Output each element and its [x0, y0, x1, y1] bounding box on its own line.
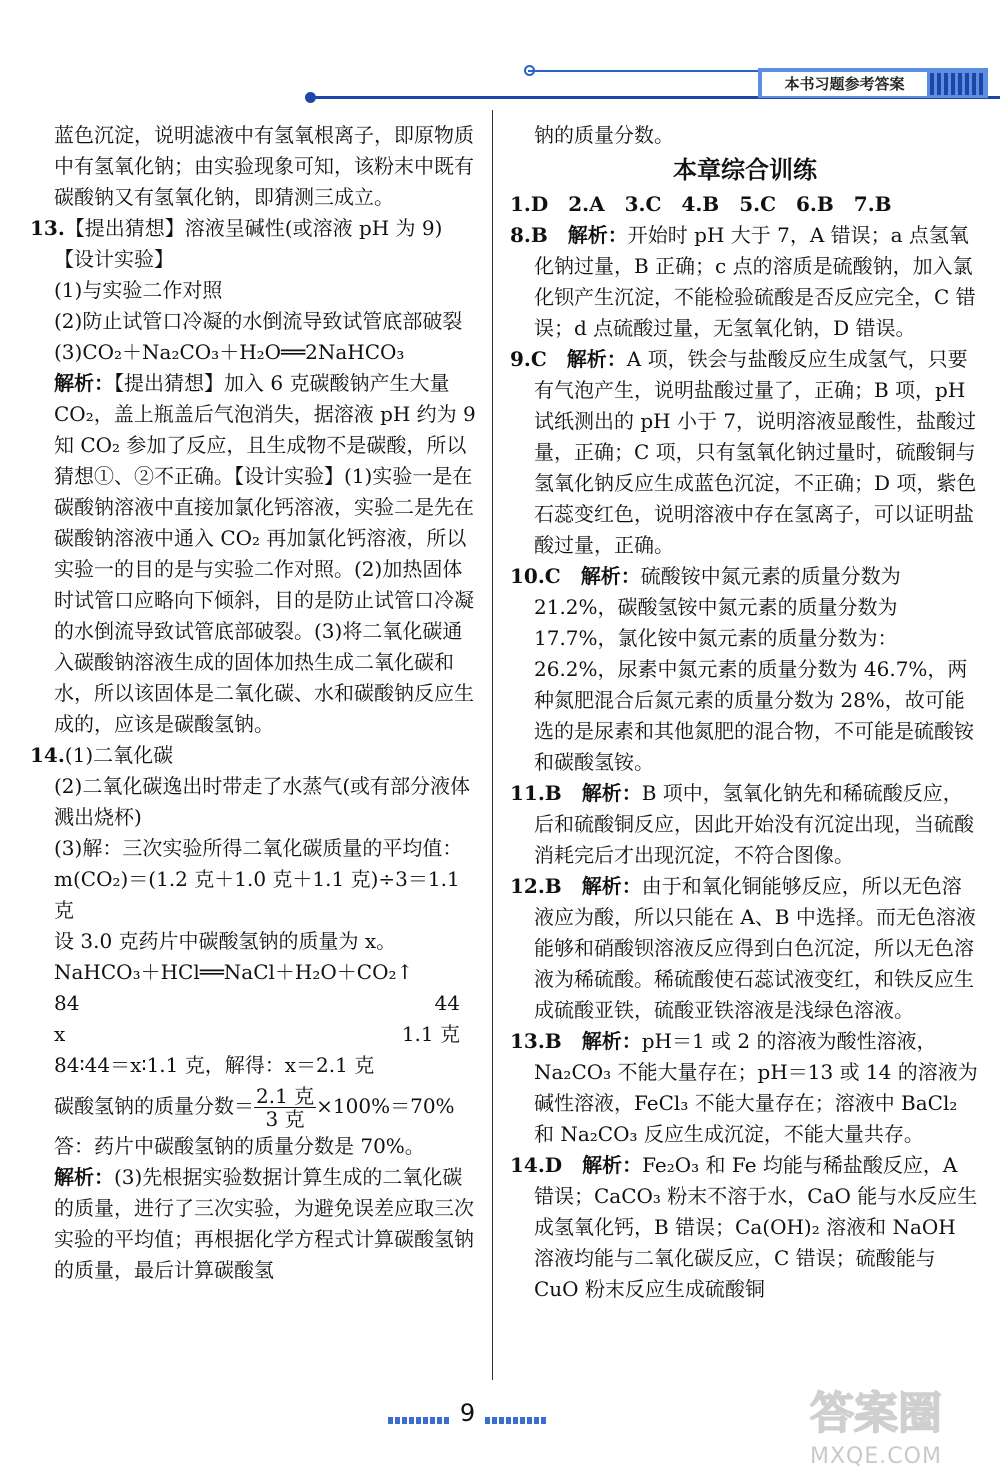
q14-number: 14. — [30, 743, 65, 767]
q13-step-3: (3)CO₂＋Na₂CO₃＋H₂O══2NaHCO₃ — [54, 340, 405, 364]
answer-14-text: Fe₂O₃ 和 Fe 均能与稀盐酸反应，A 错误；CaCO₃ 粉末不溶于水，CaO 能与水反应生成氢氧化钙，B 错误；Ca(OH)₂ 溶液和 NaOH 溶液均能与二氧化碳反应，C 错误；硫酸能与 CuO 粉末反应生成硫酸铜 — [534, 1153, 978, 1301]
answer-10 — [510, 561, 980, 778]
header-upper-line — [528, 70, 758, 72]
watermark-glyph: 答案圈 — [810, 1388, 942, 1439]
answer-12-number: 12.B — [510, 874, 562, 898]
q14-heading — [30, 740, 480, 771]
q14-analysis-text: (3)先根据实验数据计算生成的二氧化碳的质量，进行了三次实验，为避免误差应取三次实验的平均值；再根据化学方程式计算碳酸氢钠的质量，最后计算碳酸氢 — [54, 1165, 474, 1282]
answer-14 — [510, 1150, 980, 1305]
answer-8-text: 开始时 pH 大于 7，A 错误；a 点氢氧化钠过量，B 正确；c 点的溶质是硫酸钠，加入氯化钡产生沉淀，不能检验硫酸是否反应完全，C 错误；d 点硫酸过量，无氢氧化钠，D 错误。 — [534, 223, 976, 340]
q14-analysis-label: 解析： — [54, 1165, 114, 1189]
answer-11-label: 解析： — [581, 781, 642, 805]
q14-fraction-line — [30, 1081, 480, 1131]
answer-14-number: 14.D — [510, 1153, 563, 1177]
answer-12-label: 解析： — [581, 874, 642, 898]
q14-fraction-numerator: 2.1 克 — [256, 1084, 315, 1108]
answer-8 — [510, 220, 980, 344]
q14-step-3: (3)解：三次实验所得二氧化碳质量的平均值： — [54, 836, 463, 860]
watermark-text: MXQE.COM — [810, 1444, 942, 1469]
q14-known-g: 1.1 克 — [401, 1022, 460, 1046]
q14-analysis — [30, 1162, 480, 1286]
q14-unknown-x: x — [54, 1022, 66, 1046]
q14-mass-nahco3: 84 — [54, 991, 80, 1015]
q13-heading — [30, 213, 480, 244]
q14-equation: NaHCO₃＋HCl══NaCl＋H₂O＋CO₂↑ — [54, 960, 414, 984]
q13-step-1: (1)与实验二作对照 — [54, 278, 223, 302]
left-column — [30, 120, 480, 1286]
q13-analysis — [30, 368, 480, 740]
answer-9-number: 9.C — [510, 347, 547, 371]
q14-answer: 答：药片中碳酸氢钠的质量分数是 70%。 — [54, 1134, 425, 1158]
answer-10-text: 硫酸铵中氮元素的质量分数为 21.2%，碳酸氢铵中氮元素的质量分数为 17.7%，氯化铵中氮元素的质量分数为：26.2%，尿素中氮元素的质量分数为 46.7%，两种氮肥混合后氮元素的质量分数为 28%，故可能选的是尿素和其他氮肥的混合物，不可能是硫酸铵和碳酸氢铵。 — [534, 564, 974, 774]
q14-unknown-row — [30, 1019, 480, 1050]
q14-fraction-suffix: ×100%＝70% — [316, 1094, 455, 1118]
answer-11 — [510, 778, 980, 871]
answer-11-number: 11.B — [510, 781, 562, 805]
answer-9-text: A 项，铁会与盐酸反应生成氢气，只要有气泡产生，说明盐酸过量了，正确；B 项，pH 试纸测出的 pH 小于 7，说明溶液显酸性，盐酸过量，正确；C 项，只有氢氧化钠过量时，硫酸铜与氢氧化钠反应生成蓝色沉淀，不正确；D 项，紫色石蕊变红色，说明溶液中存在氢离子，可以证明盐酸过量，正确。 — [534, 347, 977, 557]
answer-11-text: B 项中，氢氧化钠先和稀硫酸反应，后和硫酸铜反应，因此开始没有沉淀出现，当硫酸消耗完后才出现沉淀，不符合图像。 — [534, 781, 974, 867]
answer-13-label: 解析： — [581, 1029, 642, 1053]
page-header — [0, 0, 1000, 110]
answer-10-number: 10.C — [510, 564, 561, 588]
q14-fraction-prefix: 碳酸氢钠的质量分数＝ — [54, 1094, 254, 1118]
q14-mass-co2: 44 — [434, 991, 460, 1015]
q14-mass-row — [30, 988, 480, 1019]
q14-fraction-denominator: 3 克 — [265, 1107, 305, 1131]
q14-average: m(CO₂)＝(1.2 克＋1.0 克＋1.1 克)÷3＝1.1 克 — [54, 867, 460, 922]
right-continued-text: 钠的质量分数。 — [534, 123, 674, 147]
choice-answers: 1.D 2.A 3.C 4.B 5.C 6.B 7.B — [510, 192, 892, 216]
answer-10-label: 解析： — [580, 564, 641, 588]
right-column — [510, 120, 980, 1305]
answer-9 — [510, 344, 980, 561]
q14-fraction — [254, 1085, 316, 1130]
q13-hypothesis: 【提出猜想】溶液呈碱性(或溶液 pH 为 9) — [64, 216, 443, 240]
answer-13-text: pH＝1 或 2 的溶液为酸性溶液，Na₂CO₃ 不能大量存在；pH＝13 或 14 的溶液为碱性溶液，FeCl₃ 不能大量存在；溶液中 BaCl₂ 和 Na₂CO₃ 反应生成沉淀，不能大量共存。 — [534, 1029, 978, 1146]
header-stripes — [930, 73, 985, 95]
answer-13-number: 13.B — [510, 1029, 562, 1053]
answer-12-text: 由于和氧化铜能够反应，所以无色溶液应为酸，所以只能在 A、B 中选择。而无色溶液能够和硝酸钡溶液反应得到白色沉淀，所以无色溶液为稀硫酸。稀硫酸使石蕊试液变红，和铁反应生成硫酸亚铁，硫酸亚铁溶液是浅绿色溶液。 — [534, 874, 976, 1022]
q13-design: 【设计实验】 — [54, 247, 174, 271]
q14-ratio: 84∶44＝x∶1.1 克，解得：x＝2.1 克 — [54, 1053, 375, 1077]
q13-step-2: (2)防止试管口冷凝的水倒流导致试管底部破裂 — [54, 309, 463, 333]
answer-9-label: 解析： — [566, 347, 627, 371]
section-title: 本章综合训练 — [673, 156, 817, 184]
column-divider — [492, 110, 493, 1380]
header-title: 本书习题参考答案 — [762, 72, 927, 96]
q13-analysis-text: 【提出猜想】加入 6 克碳酸钠产生大量 CO₂，盖上瓶盖后气泡消失，据溶液 pH 约为 9 知 CO₂ 参加了反应，且生成物不是碳酸，所以猜想①、②不正确。【设计实验】(1)实验一是在碳酸钠溶液中直接加氯化钙溶液，实验二是先在碳酸钠溶液中通入 CO₂ 再加氯化钙溶液，所以实验一的目的是与实验二作对照。(2)加热固体时试管口应略向下倾斜，目的是防止试管口冷凝的水倒流导致试管底部破裂。(3)将二氧化碳通入碳酸钠溶液生成的固体加热生成二氧化碳和水，所以该固体是二氧化碳、水和碳酸钠反应生成的，应该是碳酸氢钠。 — [54, 371, 476, 736]
answer-8-label: 解析： — [567, 223, 628, 247]
q14-assumption: 设 3.0 克药片中碳酸氢钠的质量为 x。 — [54, 929, 397, 953]
answer-8-number: 8.B — [510, 223, 548, 247]
q14-step-1: (1)二氧化碳 — [64, 743, 174, 767]
q14-step-2: (2)二氧化碳逸出时带走了水蒸气(或有部分液体溅出烧杯) — [54, 774, 471, 829]
footer-left-ornament — [388, 1417, 450, 1424]
page-number: 9 — [459, 1399, 476, 1427]
answer-12 — [510, 871, 980, 1026]
left-continued-text: 蓝色沉淀，说明滤液中有氢氧根离子，即原物质中有氢氧化钠；由实验现象可知，该粉末中既有碳酸钠又有氢氧化钠，即猜测三成立。 — [54, 123, 474, 209]
q13-analysis-label: 解析： — [54, 371, 114, 395]
q13-number: 13. — [30, 216, 65, 240]
answer-14-label: 解析： — [582, 1153, 643, 1177]
answer-13 — [510, 1026, 980, 1150]
footer-right-ornament — [485, 1417, 547, 1424]
